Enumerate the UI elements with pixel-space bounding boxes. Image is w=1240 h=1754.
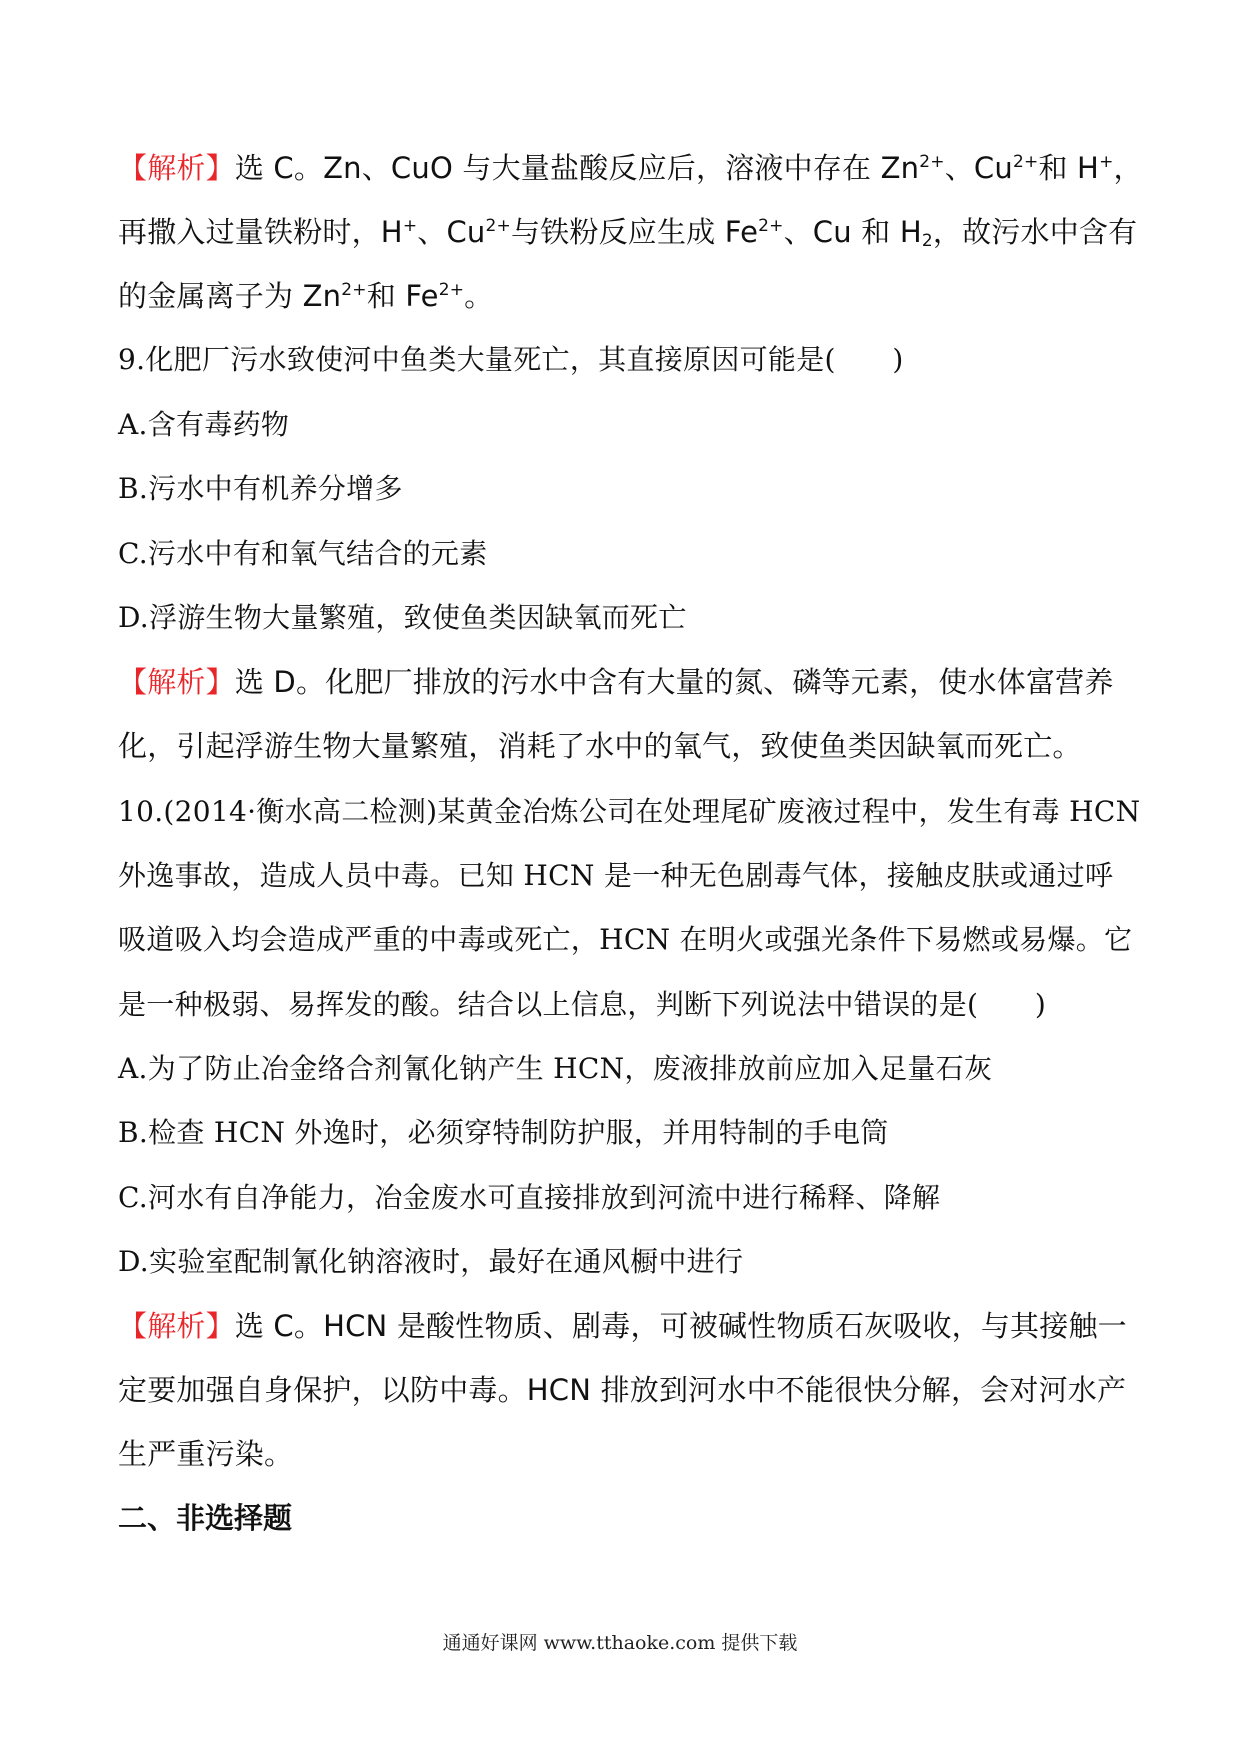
text-span: 、Cu <box>944 151 1013 185</box>
superscript: 2+ <box>1012 152 1039 172</box>
text-span: 。 <box>464 279 494 313</box>
section-heading: 二、非选择题 <box>118 1501 293 1535</box>
question-9-option-b: B.污水中有机养分增多 <box>118 472 403 505</box>
analysis-9-line-2: 化，引起浮游生物大量繁殖，消耗了水中的氧气，致使鱼类因缺氧而死亡。 <box>118 729 1082 763</box>
question-10-line-4: 是一种极弱、易挥发的酸。结合以上信息，判断下列说法中错误的是( ) <box>118 988 1047 1021</box>
text-span: 选 C。HCN 是酸性物质、剧毒，可被碱性物质石灰吸收，与其接触一 <box>234 1309 1127 1343</box>
text-span: 、Cu <box>417 215 486 249</box>
superscript: + <box>402 216 418 236</box>
question-10-line-1: 10.(2014·衡水高二检测)某黄金冶炼公司在处理尾矿废液过程中，发生有毒 HCN <box>118 795 1141 828</box>
superscript: 2+ <box>341 280 367 300</box>
text-span: 选 C。Zn、CuO 与大量盐酸反应后，溶液中存在 Zn <box>234 151 920 185</box>
question-10-option-a: A.为了防止冶金络合剂氰化钠产生 HCN，废液排放前应加入足量石灰 <box>118 1052 993 1085</box>
text-span: ，故污水中含有 <box>932 215 1138 249</box>
analysis-8-line-3 <box>118 274 493 315</box>
question-10-line-3: 吸道吸入均会造成严重的中毒或死亡，HCN 在明火或强光条件下易燃或易爆。它 <box>118 923 1133 956</box>
superscript: 2+ <box>919 152 945 172</box>
question-10-line-2: 外逸事故，造成人员中毒。已知 HCN 是一种无色剧毒气体，接触皮肤或通过呼 <box>118 859 1114 892</box>
analysis-tag: 【解析】 <box>118 1309 235 1343</box>
analysis-8-line-2 <box>118 210 1137 251</box>
text-span: 和 Fe <box>366 279 439 313</box>
question-10-option-d: D.实验室配制氰化钠溶液时，最好在通风橱中进行 <box>118 1245 744 1278</box>
analysis-9-line-1 <box>118 660 1114 701</box>
text-span: 选 D。化肥厂排放的污水中含有大量的氮、磷等元素，使水体富营养 <box>234 665 1114 699</box>
text-span: 的金属离子为 Zn <box>118 279 342 313</box>
subscript: 2 <box>921 231 933 251</box>
text-span: 与铁粉反应生成 Fe <box>510 215 759 249</box>
analysis-tag: 【解析】 <box>118 151 235 185</box>
question-10-option-b: B.检查 HCN 外逸时，必须穿特制防护服，并用特制的手电筒 <box>118 1116 889 1149</box>
question-10-option-c: C.河水有自净能力，冶金废水可直接排放到河流中进行稀释、降解 <box>118 1181 941 1214</box>
text-span: 和 H <box>1038 151 1100 185</box>
analysis-tag: 【解析】 <box>118 665 235 699</box>
text-span: 、Cu 和 H <box>783 215 922 249</box>
question-9-option-a: A.含有毒药物 <box>118 408 290 441</box>
page-footer: 通通好课网 www.tthaoke.com 提供下载 <box>442 1632 798 1654</box>
text-span: 再撒入过量铁粉时，H <box>118 215 403 249</box>
question-9-stem: 9.化肥厂污水致使河中鱼类大量死亡，其直接原因可能是( ) <box>118 343 904 376</box>
question-9-option-c: C.污水中有和氧气结合的元素 <box>118 537 488 570</box>
question-9-option-d: D.浮游生物大量繁殖，致使鱼类因缺氧而死亡 <box>118 601 687 634</box>
superscript: 2+ <box>485 216 511 236</box>
analysis-8-line-1 <box>118 146 1143 187</box>
superscript: 2+ <box>758 216 784 236</box>
superscript: 2+ <box>438 280 465 300</box>
text-span: ， <box>1113 151 1143 185</box>
analysis-10-line-1 <box>118 1304 1127 1345</box>
analysis-10-line-2: 定要加强自身保护，以防中毒。HCN 排放到河水中不能很快分解，会对河水产 <box>118 1373 1127 1407</box>
analysis-10-line-3: 生严重污染。 <box>118 1437 294 1471</box>
superscript: + <box>1099 152 1114 172</box>
